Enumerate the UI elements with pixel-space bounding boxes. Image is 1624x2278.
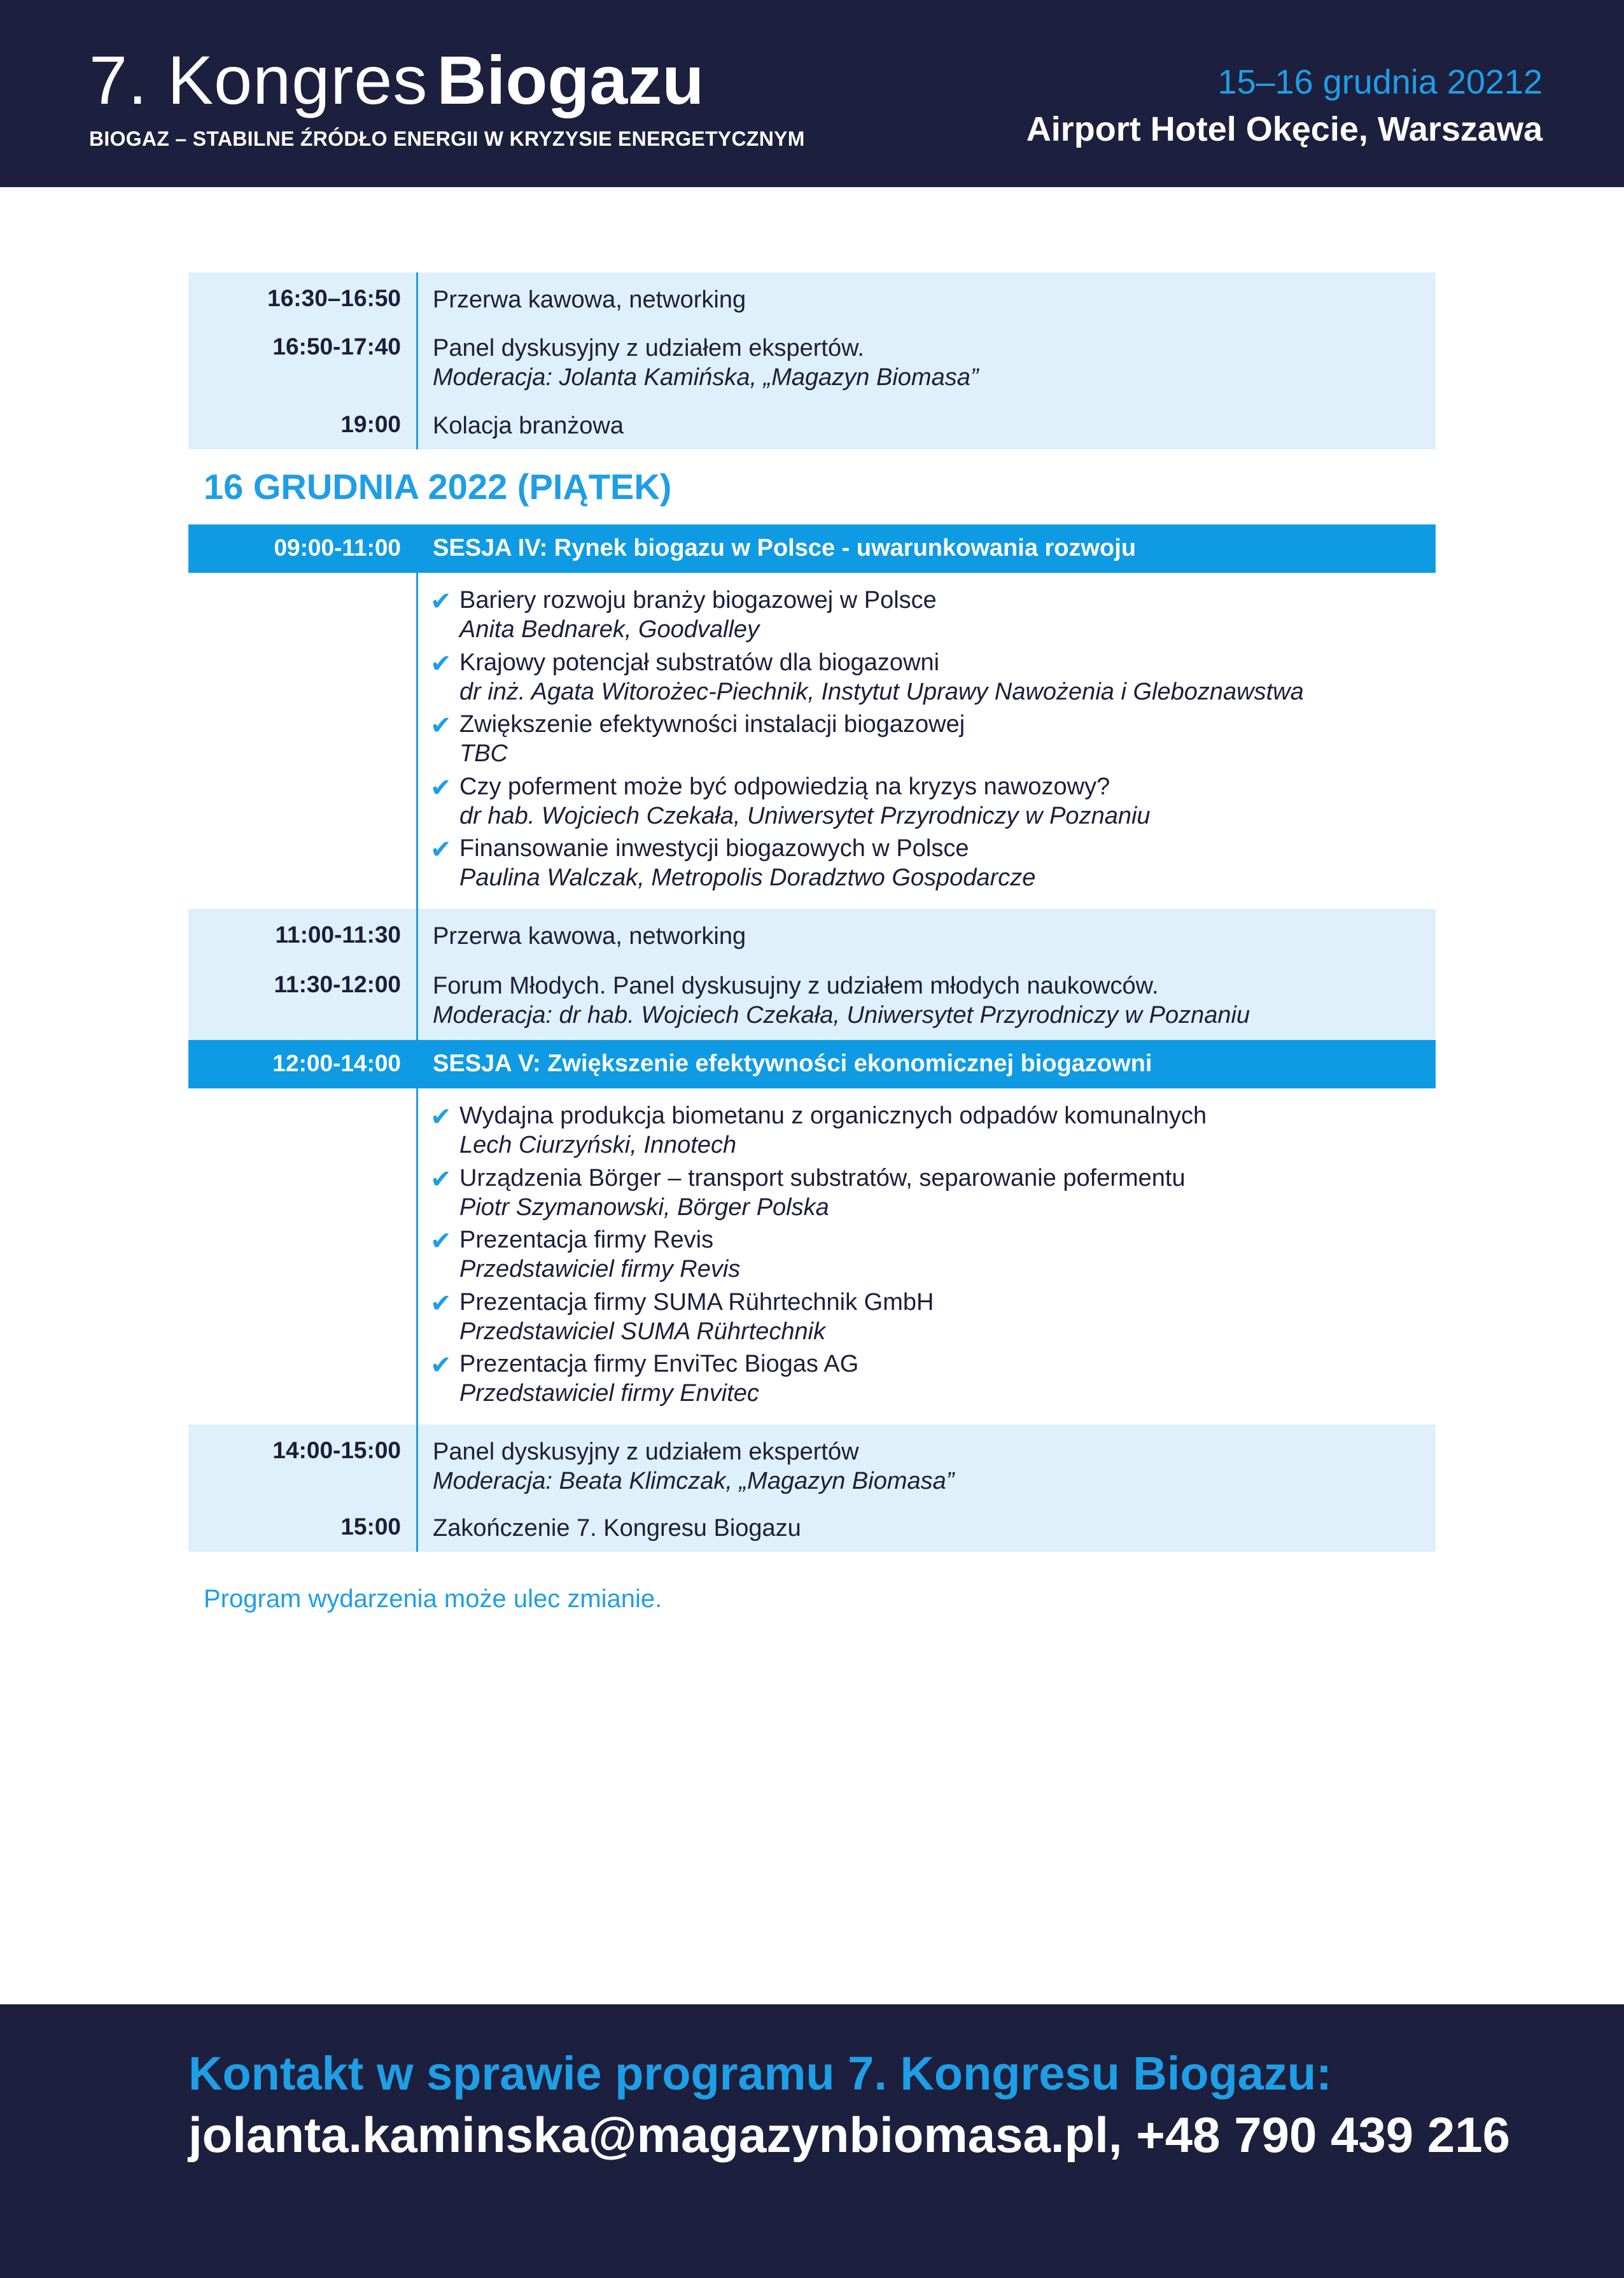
agenda-desc-title: Panel dyskusyjny z udziałem ekspertów. <box>433 335 864 362</box>
talk-item <box>188 648 1436 710</box>
agenda-time: 16:50-17:40 <box>272 334 401 360</box>
check-icon: ✔ <box>430 649 452 678</box>
event-subtitle: BIOGAZ – STABILNE ŹRÓDŁO ENERGII W KRYZYSIE ENERGETYCZNYM <box>89 127 805 150</box>
agenda-row <box>188 1514 1436 1543</box>
talk-speaker: Przedstawiciel SUMA Rührtechnik <box>459 1318 826 1345</box>
session-v-talks <box>188 1088 1436 1424</box>
talk-title: Krajowy potencjał substratów dla biogazowni <box>459 649 940 676</box>
agenda-time: 19:00 <box>340 411 401 437</box>
check-icon: ✔ <box>430 587 452 615</box>
event-date: 15–16 grudnia 20212 <box>1217 63 1543 101</box>
talk-title: Czy poferment może być odpowiedzią na kryzys nawozowy? <box>459 773 1110 800</box>
session-bar-iv <box>188 524 1436 573</box>
agenda-time: 11:30-12:00 <box>274 971 401 997</box>
check-icon: ✔ <box>430 1351 452 1379</box>
page-header <box>0 0 1624 187</box>
talk-speaker: dr hab. Wojciech Czekała, Uniwersytet Przyrodniczy w Poznaniu <box>459 802 1151 829</box>
agenda-desc: Kolacja branżowa <box>433 412 624 439</box>
check-icon: ✔ <box>430 1103 452 1131</box>
agenda-time: 14:00-15:00 <box>272 1437 401 1463</box>
session-iv-talks <box>188 573 1436 909</box>
agenda-desc <box>433 1437 954 1496</box>
agenda-desc-title: Forum Młodych. Panel dyskusujny z udziałem młodych naukowców. <box>433 973 1159 999</box>
talk-item <box>188 834 1436 896</box>
moderator-text: Moderacja: Beata Klimczak, „Magazyn Biomasa” <box>433 1468 955 1494</box>
day-heading <box>188 449 1436 524</box>
agenda-row <box>188 922 1436 951</box>
session-time: 12:00-14:00 <box>272 1050 401 1076</box>
check-icon: ✔ <box>430 773 452 802</box>
agenda-block-evening <box>188 272 1436 449</box>
event-title-number: 7. Kongres <box>89 41 428 118</box>
talk-item <box>188 1164 1436 1226</box>
agenda-time: 15:00 <box>340 1514 401 1540</box>
agenda-desc <box>433 971 1250 1030</box>
agenda-block-closing <box>188 1424 1436 1552</box>
agenda-row <box>188 971 1436 1030</box>
talk-title: Prezentacja firmy SUMA Rührtechnik GmbH <box>459 1288 934 1316</box>
talk-title: Urządzenia Börger – transport substratów, separowanie pofermentu <box>459 1164 1186 1192</box>
session-bar-v <box>188 1040 1436 1088</box>
agenda-row <box>188 1437 1436 1496</box>
agenda-desc: Zakończenie 7. Kongresu Biogazu <box>433 1515 801 1542</box>
check-icon: ✔ <box>430 712 452 740</box>
agenda-desc-title: Panel dyskusyjny z udziałem ekspertów <box>433 1438 859 1465</box>
agenda-time: 16:30–16:50 <box>267 285 401 311</box>
contact-heading: Kontakt w sprawie programu 7. Kongresu Biogazu: <box>188 2047 1332 2100</box>
event-venue: Airport Hotel Okęcie, Warszawa <box>1026 110 1543 148</box>
moderator-text: Moderacja: dr hab. Wojciech Czekała, Uniwersytet Przyrodniczy w Poznaniu <box>433 1002 1250 1029</box>
agenda <box>188 272 1436 1552</box>
agenda-row <box>188 285 1436 314</box>
talk-speaker: Paulina Walczak, Metropolis Doradztwo Gospodarcze <box>459 864 1036 891</box>
check-icon: ✔ <box>430 1165 452 1193</box>
event-title-name: Biogazu <box>437 41 704 118</box>
talk-item <box>188 772 1436 834</box>
talk-item <box>188 1349 1436 1412</box>
talk-title: Zwiększenie efektywności instalacji biogazowej <box>459 711 965 738</box>
talk-speaker: Lech Ciurzyński, Innotech <box>459 1132 737 1158</box>
agenda-block-midday <box>188 909 1436 1040</box>
talk-item <box>188 710 1436 772</box>
day-heading-text: 16 GRUDNIA 2022 (PIĄTEK) <box>204 467 672 507</box>
talk-list <box>188 1088 1436 1412</box>
check-icon: ✔ <box>430 836 452 864</box>
page-footer <box>0 2004 1624 2278</box>
talk-title: Bariery rozwoju branży biogazowej w Polsce <box>459 587 937 614</box>
contact-details: jolanta.kaminska@magazynbiomasa.pl, +48 790 439 216 <box>188 2107 1510 2163</box>
session-title: SESJA V: Zwiększenie efektywności ekonomicznej biogazowni <box>433 1050 1152 1077</box>
talk-item <box>188 1288 1436 1350</box>
event-title <box>89 41 704 118</box>
talk-title: Finansowanie inwestycji biogazowych w Polsce <box>459 835 969 862</box>
talk-speaker: dr inż. Agata Witorożec-Piechnik, Instytut Uprawy Nawożenia i Gleboznawstwa <box>459 678 1304 705</box>
agenda-desc <box>433 334 979 392</box>
moderator-text: Moderacja: Jolanta Kamińska, „Magazyn Biomasa” <box>433 364 979 391</box>
session-title: SESJA IV: Rynek biogazu w Polsce - uwarunkowania rozwoju <box>433 535 1137 561</box>
talk-title: Prezentacja firmy Revis <box>459 1227 714 1253</box>
session-time: 09:00-11:00 <box>274 535 401 561</box>
talk-item <box>188 586 1436 648</box>
talk-list <box>188 573 1436 896</box>
program-change-note: Program wydarzenia może ulec zmianie. <box>204 1585 662 1613</box>
agenda-desc: Przerwa kawowa, networking <box>433 923 746 950</box>
talk-title: Prezentacja firmy EnviTec Biogas AG <box>459 1351 859 1377</box>
talk-speaker: Przedstawiciel firmy Envitec <box>459 1380 759 1407</box>
talk-item <box>188 1225 1436 1288</box>
agenda-desc: Przerwa kawowa, networking <box>433 286 746 313</box>
agenda-row <box>188 334 1436 392</box>
check-icon: ✔ <box>430 1227 452 1255</box>
talk-speaker: Piotr Szymanowski, Börger Polska <box>459 1193 829 1221</box>
talk-speaker: Anita Bednarek, Goodvalley <box>459 616 760 643</box>
check-icon: ✔ <box>430 1289 452 1318</box>
talk-speaker: TBC <box>459 740 508 767</box>
agenda-time: 11:00-11:30 <box>275 922 401 948</box>
agenda-row <box>188 411 1436 440</box>
talk-speaker: Przedstawiciel firmy Revis <box>459 1256 741 1283</box>
talk-item <box>188 1101 1436 1164</box>
talk-title: Wydajna produkcja biometanu z organicznych odpadów komunalnych <box>459 1102 1207 1129</box>
